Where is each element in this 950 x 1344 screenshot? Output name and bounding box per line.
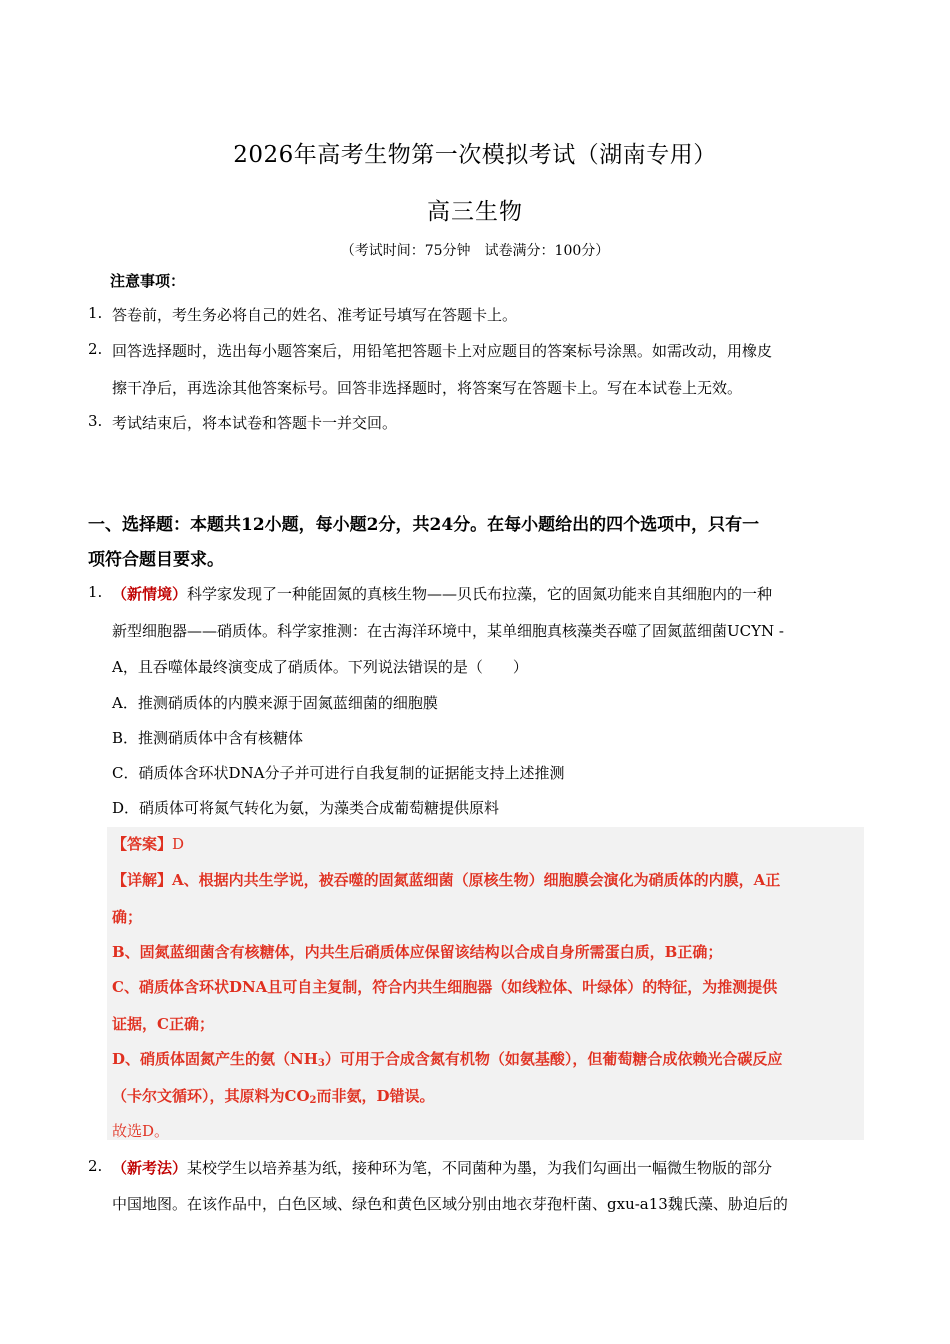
detail-text: 证据，C正确； [112,1015,214,1033]
detail-text: 确； [112,908,143,926]
detail-text: C、硝质体含环状DNA且可自主复制，符合内共生细胞器（如线粒体、叶绿体）的特征，为推测提供 [112,978,778,996]
option-c: C．硝质体含环状DNA分子并可进行自我复制的证据能支持上述推测 [112,764,565,782]
section-heading-cont: 项符合题目要求。 [88,550,224,570]
detail-text [112,1085,435,1106]
answer-label: 【答案】 [112,835,173,853]
note-text: 考试结束后，将本试卷和答题卡一并交回。 [112,414,398,432]
note-number: 3. [88,412,103,430]
detail-conclusion: 故选D。 [112,1122,170,1140]
question-tag: （新考法） [112,1159,188,1177]
detail-line [112,869,780,890]
note-text: 回答选择题时，选出每小题答案后，用铅笔把答题卡上对应题目的答案标号涂黑。如需改动，用橡皮 [112,342,773,360]
detail-text-part: D、硝质体固氮产生的氨（NH [112,1050,318,1068]
section-heading: 一、选择题：本题共12小题，每小题2分，共24分。在每小题给出的四个选项中，只有一 [88,515,760,535]
note-number: 2. [88,340,103,358]
note-text: 答卷前，考生务必将自己的姓名、准考证号填写在答题卡上。 [112,306,518,324]
question-stem [112,583,772,604]
question-stem [112,1157,772,1178]
question-number: 2. [88,1157,103,1175]
answer-line [112,833,184,854]
note-number: 1. [88,304,103,322]
notes-heading: 注意事项： [110,272,186,290]
detail-text-part: 而非氨，D错误。 [316,1087,435,1105]
detail-label: 【详解】 [112,871,173,889]
question-stem: A，且吞噬体最终演变成了硝质体。下列说法错误的是（ ） [112,658,528,676]
detail-text [112,1048,782,1069]
question-tag: （新情境） [112,585,188,603]
question-stem-text: 某校学生以培养基为纸，接种环为笔，不同菌种为墨，为我们勾画出一幅微生物版的部分 [187,1159,773,1177]
question-number: 1. [88,583,103,601]
exam-info: （考试时间：75分钟 试卷满分：100分） [340,243,610,259]
question-stem: 新型细胞器——硝质体。科学家推测：在古海洋环境中，某单细胞真核藻类吞噬了固氮蓝细菌UCYN - [112,622,784,640]
note-text: 擦干净后，再选涂其他答案标号。回答非选择题时，将答案写在答题卡上。写在本试卷上无效。 [112,379,743,397]
detail-text-part: （卡尔文循环），其原料为CO [112,1087,310,1105]
exam-subtitle: 高三生物 [427,199,523,225]
detail-text: B、固氮蓝细菌含有核糖体，内共生后硝质体应保留该结构以合成自身所需蛋白质，B正确； [112,943,723,961]
option-a: A．推测硝质体的内膜来源于固氮蓝细菌的细胞膜 [112,694,438,712]
answer-value: D [172,835,185,853]
detail-text-part: ）可用于合成含氮有机物（如氨基酸），但葡萄糖合成依赖光合碳反应 [324,1050,783,1068]
detail-text: A、根据内共生学说，被吞噬的固氮蓝细菌（原核生物）细胞膜会演化为硝质体的内膜，A正 [172,871,781,889]
subscript: 2 [309,1095,317,1106]
exam-title: 2026年高考生物第一次模拟考试（湖南专用） [233,142,717,168]
question-stem-text: 科学家发现了一种能固氮的真核生物——贝氏布拉藻，它的固氮功能来自其细胞内的一种 [187,585,773,603]
question-stem: 中国地图。在该作品中，白色区域、绿色和黄色区域分别由地衣芽孢杆菌、gxu-a13魏氏藻、胁迫后的 [112,1195,788,1213]
option-d: D．硝质体可将氮气转化为氨，为藻类合成葡萄糖提供原料 [112,799,500,817]
subscript: 3 [317,1058,325,1069]
option-b: B．推测硝质体中含有核糖体 [112,729,304,747]
